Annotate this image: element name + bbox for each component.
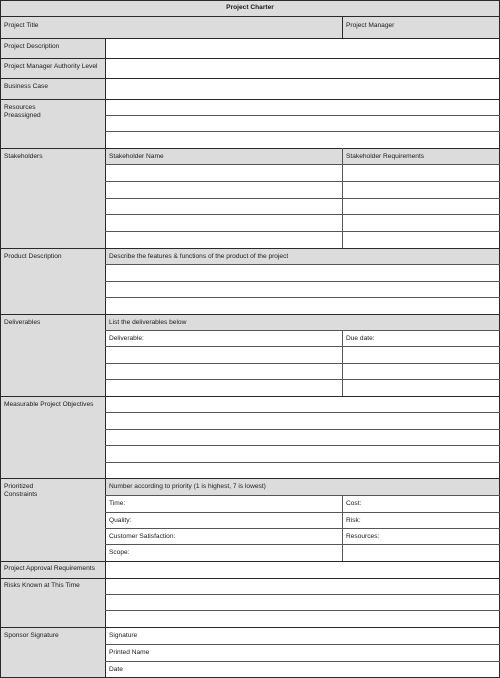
- row-line: [105, 214, 500, 215]
- sponsor-signature-label: Sponsor Signature: [0, 627, 105, 678]
- constraint-time[interactable]: Time:: [109, 500, 126, 507]
- row-line: [105, 495, 500, 496]
- row-line: [105, 198, 500, 199]
- divider: [0, 396, 500, 397]
- row-line: [105, 379, 500, 380]
- border-left: [0, 0, 1, 678]
- row-line: [105, 297, 500, 298]
- business-case-label: Business Case: [0, 78, 105, 99]
- divider: [0, 78, 500, 79]
- constraint-cost[interactable]: Cost:: [346, 500, 362, 507]
- project-title-label: Project Title: [0, 16, 342, 38]
- row-line: [105, 528, 500, 529]
- row-line: [105, 462, 500, 463]
- pm-authority-level-label: Project Manager Authority Level: [0, 58, 105, 78]
- deliverable-column-header: Deliverable:: [109, 335, 144, 342]
- row-line: [105, 429, 500, 430]
- product-description-instruction: Describe the features & functions of the product of the project: [105, 248, 500, 264]
- border-top: [0, 0, 500, 1]
- constraint-customer-satisfaction[interactable]: Customer Satisfaction:: [109, 533, 176, 540]
- stakeholders-label: Stakeholders: [0, 148, 105, 248]
- stakeholder-names-field[interactable]: [105, 164, 342, 248]
- row-line: [105, 131, 500, 132]
- approval-requirements-label: Project Approval Requirements: [0, 561, 105, 578]
- row-line: [105, 644, 500, 645]
- row-line: [105, 544, 500, 545]
- row-line: [105, 512, 500, 513]
- divider: [0, 99, 500, 100]
- due-dates-field[interactable]: [342, 346, 500, 396]
- row-line: [105, 412, 500, 413]
- row-line: [105, 610, 500, 611]
- date-line[interactable]: Date: [109, 666, 123, 673]
- row-line: [105, 445, 500, 446]
- stakeholder-requirements-header: Stakeholder Requirements: [342, 148, 500, 164]
- row-line: [105, 231, 500, 232]
- risks-known-label: Risks Known at This Time: [0, 578, 105, 627]
- divider: [0, 578, 500, 579]
- row-line: [105, 661, 500, 662]
- row-line: [105, 281, 500, 282]
- project-description-field[interactable]: [105, 38, 500, 58]
- printed-name-line[interactable]: Printed Name: [109, 649, 150, 656]
- divider: [0, 314, 500, 315]
- due-date-column-header: Due date:: [346, 335, 375, 342]
- stakeholder-name-header: Stakeholder Name: [105, 148, 342, 164]
- column-divider: [342, 495, 343, 561]
- deliverables-field[interactable]: [105, 346, 342, 396]
- divider: [0, 561, 500, 562]
- prioritized-constraints-label: Prioritized Constraints: [0, 478, 105, 561]
- risks-known-field[interactable]: [105, 578, 500, 627]
- project-description-label: Project Description: [0, 38, 105, 58]
- measurable-objectives-field[interactable]: [105, 396, 500, 478]
- row-line: [105, 264, 500, 265]
- divider: [0, 627, 500, 628]
- divider: [0, 148, 500, 149]
- divider: [0, 58, 500, 59]
- signature-line[interactable]: Signature: [109, 632, 138, 639]
- row-line: [105, 330, 500, 331]
- resources-preassigned-field[interactable]: [105, 99, 500, 148]
- column-divider: [342, 330, 343, 396]
- row-line: [105, 115, 500, 116]
- constraint-blank[interactable]: [342, 544, 500, 561]
- resources-preassigned-label: Resources Preassigned: [0, 99, 105, 148]
- column-divider: [342, 16, 343, 38]
- product-description-field[interactable]: [105, 264, 500, 314]
- row-line: [105, 594, 500, 595]
- form-title: Project Charter: [0, 0, 500, 16]
- pm-authority-level-field[interactable]: [105, 58, 500, 78]
- constraint-resources[interactable]: Resources:: [346, 533, 380, 540]
- deliverables-instruction: List the deliverables below: [105, 314, 500, 330]
- business-case-field[interactable]: [105, 78, 500, 99]
- row-line: [105, 181, 500, 182]
- product-description-label: Product Description: [0, 248, 105, 314]
- constraint-risk[interactable]: Risk:: [346, 517, 361, 524]
- column-divider: [342, 148, 343, 248]
- divider: [0, 478, 500, 479]
- approval-requirements-field[interactable]: [105, 561, 500, 578]
- row-line: [105, 164, 500, 165]
- label-column-divider: [105, 38, 106, 678]
- divider: [0, 248, 500, 249]
- divider: [0, 38, 500, 39]
- stakeholder-requirements-field[interactable]: [342, 164, 500, 248]
- measurable-objectives-label: Measurable Project Objectives: [0, 396, 105, 478]
- project-manager-label: Project Manager: [342, 16, 500, 38]
- constraints-instruction: Number according to priority (1 is highest, 7 is lowest): [105, 478, 500, 495]
- row-line: [105, 346, 500, 347]
- constraint-quality[interactable]: Quality:: [109, 517, 132, 524]
- constraint-scope[interactable]: Scope:: [109, 549, 130, 556]
- deliverables-label: Deliverables: [0, 314, 105, 396]
- row-line: [105, 363, 500, 364]
- divider: [0, 16, 500, 17]
